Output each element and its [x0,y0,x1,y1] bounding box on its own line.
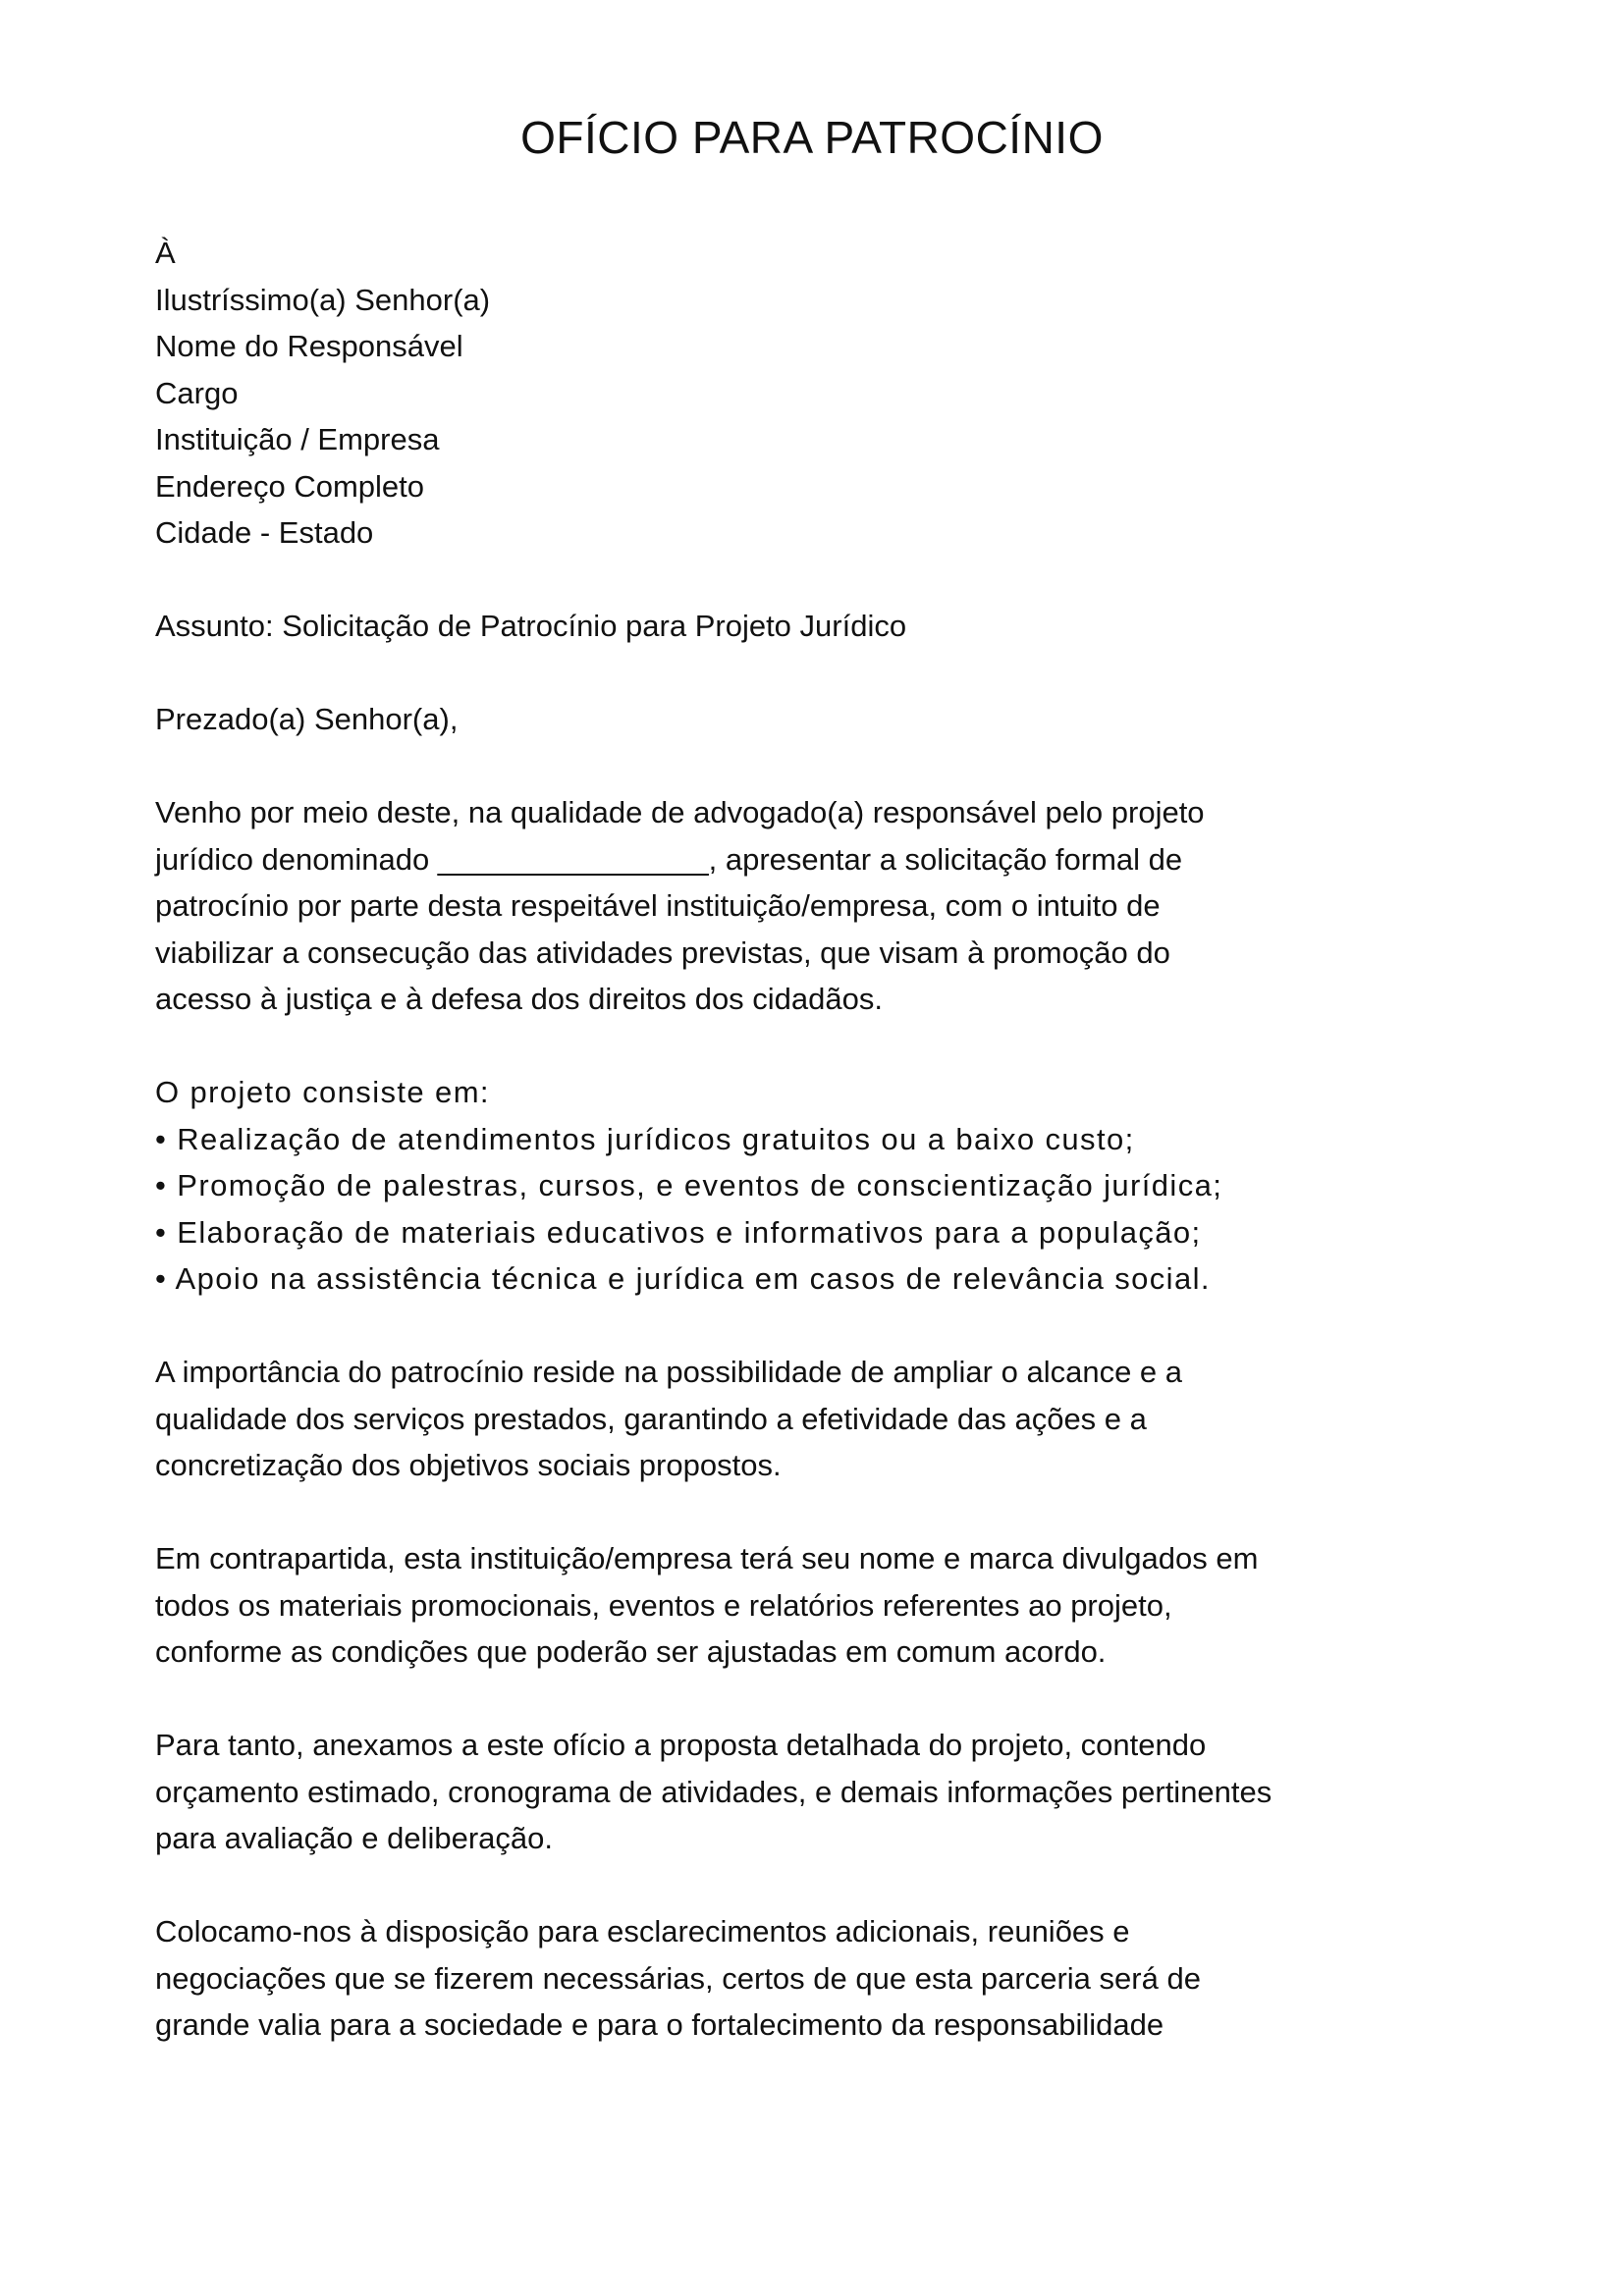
list-item: • Realização de atendimentos jurídicos gratuitos ou a baixo custo; [155,1121,1135,1156]
project-list [155,1069,1314,1303]
paragraph-line: Venho por meio deste, na qualidade de advogado(a) responsável pelo projeto [155,795,1205,829]
project-heading: O projeto consiste em: [155,1075,490,1109]
paragraph-line: Para tanto, anexamos a este ofício a proposta detalhada do projeto, contendo [155,1728,1207,1762]
recipient-treatment: Ilustríssimo(a) Senhor(a) [155,282,491,317]
subject-line: Assunto: Solicitação de Patrocínio para Projeto Jurídico [155,609,907,643]
paragraph-gap [155,1489,1314,1536]
paragraph-line: concretização dos objetivos sociais propostos. [155,1448,782,1482]
recipient-position: Cargo [155,375,239,410]
recipient-block [155,230,1314,557]
paragraph-line: grande valia para a sociedade e para o fortalecimento da responsabilidade [155,2007,1164,2042]
paragraph-gap [155,557,1314,604]
paragraph-line: patrocínio por parte desta respeitável instituição/empresa, com o intuito de [155,888,1161,923]
paragraph-line: qualidade dos serviços prestados, garantindo a efetividade das ações e a [155,1401,1147,1436]
document-body [155,230,1314,2049]
list-item: • Promoção de palestras, cursos, e eventos de conscientização jurídica; [155,1168,1223,1202]
paragraph-line: A importância do patrocínio reside na possibilidade de ampliar o alcance e a [155,1355,1183,1389]
paragraph-gap [155,650,1314,697]
greeting-line: Prezado(a) Senhor(a), [155,702,459,736]
list-item: • Apoio na assistência técnica e jurídica em casos de relevância social. [155,1261,1211,1296]
paragraph-gap [155,1862,1314,1909]
list-item: • Elaboração de materiais educativos e informativos para a população; [155,1214,1202,1250]
intro-paragraph [155,789,1314,1023]
counterpart-paragraph [155,1535,1314,1676]
paragraph-line: jurídico denominado ________________, apresentar a solicitação formal de [155,841,1183,877]
paragraph-gap [155,1676,1314,1723]
paragraph-gap [155,1023,1314,1070]
recipient-prefix: À [155,236,176,270]
recipient-institution: Instituição / Empresa [155,422,440,456]
paragraph-line: todos os materiais promocionais, eventos e relatórios referentes ao projeto, [155,1587,1172,1623]
paragraph-line: Colocamo-nos à disposição para esclarecimentos adicionais, reuniões e [155,1914,1130,1949]
paragraph-line: para avaliação e deliberação. [155,1821,553,1855]
recipient-city-state: Cidade - Estado [155,515,374,550]
paragraph-line: negociações que se fizerem necessárias, certos de que esta parceria será de [155,1960,1201,1996]
recipient-address: Endereço Completo [155,468,424,504]
paragraph-line: viabilizar a consecução das atividades previstas, que visam à promoção do [155,934,1170,970]
paragraph-line: conforme as condições que poderão ser ajustadas em comum acordo. [155,1634,1107,1669]
recipient-name: Nome do Responsável [155,329,463,363]
importance-paragraph [155,1349,1314,1489]
annex-paragraph [155,1722,1314,1862]
paragraph-line: Em contrapartida, esta instituição/empresa terá seu nome e marca divulgados em [155,1541,1259,1575]
paragraph-gap [155,1303,1314,1350]
paragraph-line: acesso à justiça e à defesa dos direitos dos cidadãos. [155,982,884,1016]
document-title: OFÍCIO PARA PATROCÍNIO [520,112,1104,163]
paragraph-line: orçamento estimado, cronograma de atividades, e demais informações pertinentes [155,1774,1272,1809]
paragraph-gap [155,743,1314,790]
closing-paragraph [155,1908,1314,2049]
